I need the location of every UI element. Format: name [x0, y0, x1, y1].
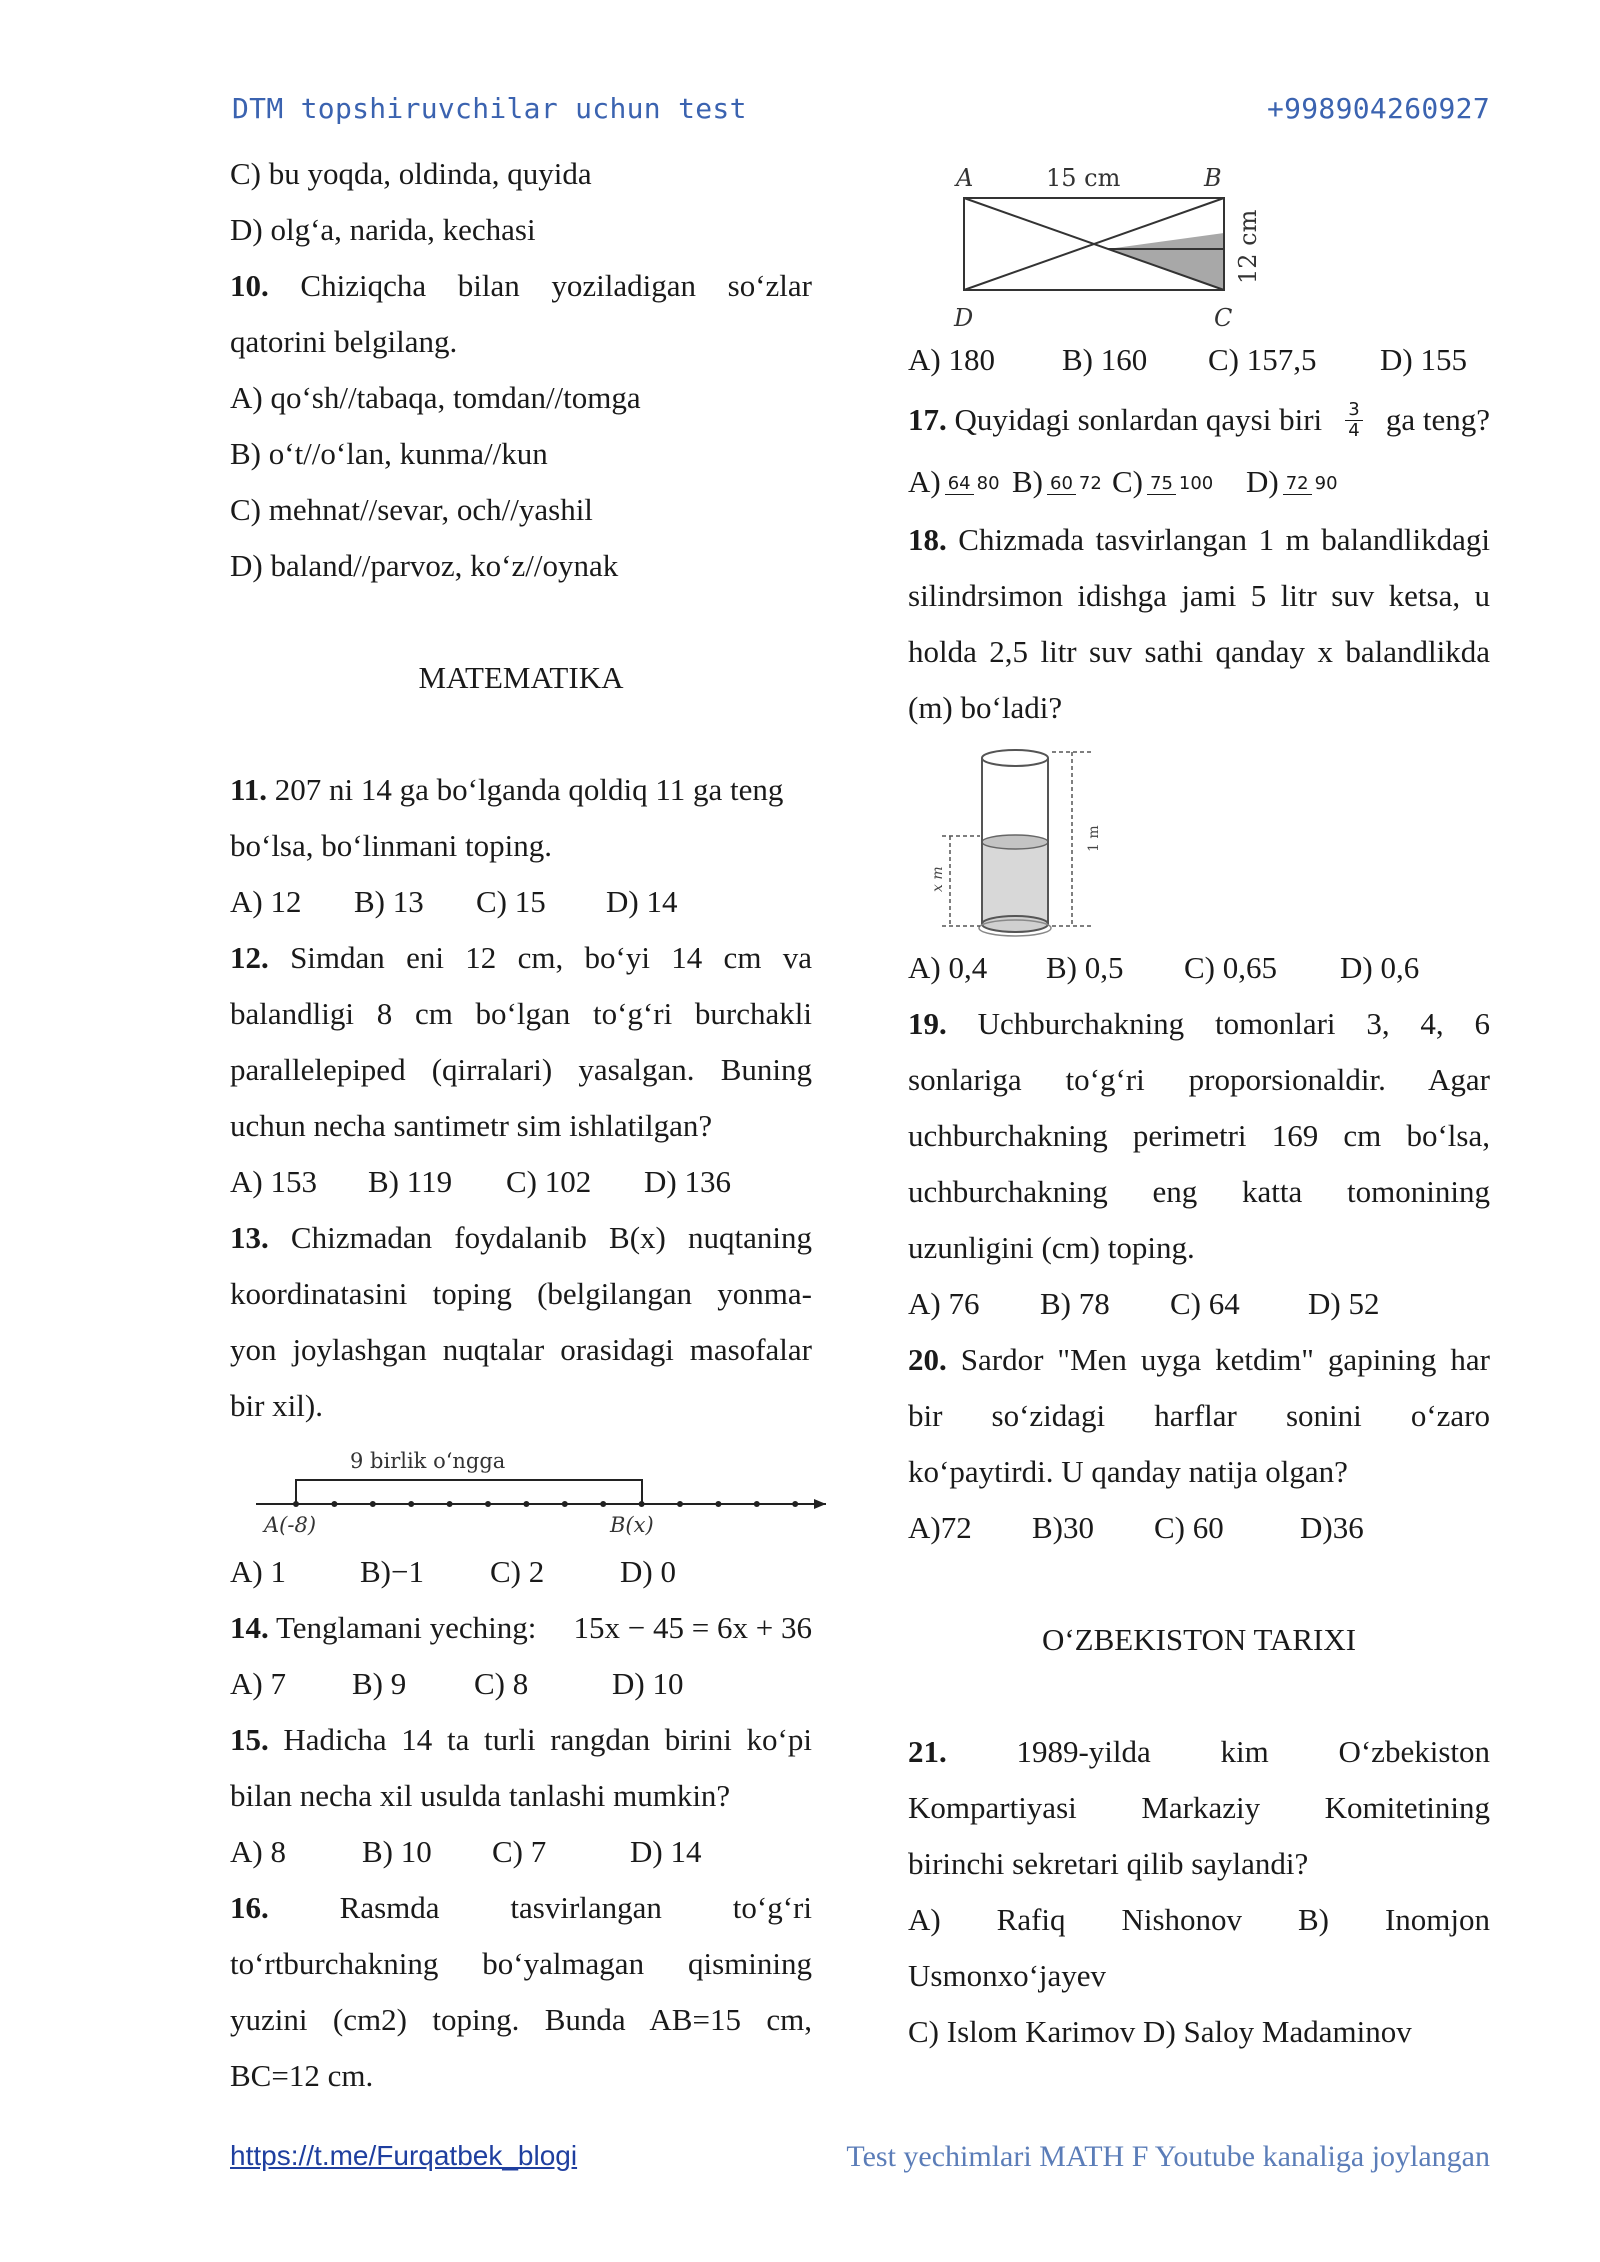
q16-option-c[interactable]: C) 157,5 [1208, 342, 1317, 377]
q15-options [230, 1824, 812, 1880]
q21-number: 21. [908, 1734, 947, 1769]
section-ozbekiston-tarixi: O‘ZBEKISTON TARIXI [1041, 1622, 1357, 1657]
q18-text: Chizmada tasvirlangan 1 m balandlikdagi [958, 522, 1490, 557]
q12-number: 12. [230, 940, 269, 975]
q12-line1 [230, 930, 812, 986]
q17-option-b-fraction [1047, 474, 1105, 495]
q12-line4: uchun necha santimetr sim ishlatilgan? [230, 1108, 713, 1143]
q17-option-a-fraction [945, 474, 1003, 495]
q15-text: Hadicha 14 ta turli rangdan birini ko‘pi [283, 1722, 812, 1757]
header-phone: +998904260927 [1266, 92, 1490, 125]
q16-line1 [230, 1880, 812, 1936]
q18-line2: silindrsimon idishga jami 5 litr suv ketsa, u [908, 578, 1490, 613]
q18-line3: holda 2,5 litr suv sathi qanday x balandlikda [908, 634, 1490, 669]
q16-number: 16. [230, 1890, 269, 1925]
q17-option-b-label: B) [1012, 464, 1043, 499]
number-line-point [792, 1501, 798, 1507]
number-line-point [600, 1501, 606, 1507]
q17-option-c-fraction [1147, 474, 1216, 495]
cylinder-top [982, 750, 1048, 766]
q12-options [230, 1154, 812, 1210]
q19-option-d[interactable]: D) 52 [1308, 1286, 1380, 1321]
q10-option-c: C) mehnat//sevar, och//yashil [230, 492, 593, 527]
q15-number: 15. [230, 1722, 269, 1757]
left-column [230, 146, 812, 2104]
side-bc-label: 12 cm [1234, 209, 1262, 284]
q18-options [908, 940, 1490, 996]
number-line-point [408, 1501, 414, 1507]
q17-b-den: 72 [1078, 473, 1102, 495]
shaded-triangle [1108, 233, 1224, 290]
q20-options [908, 1500, 1490, 1556]
point-a-label: A(-8) [264, 1513, 317, 1537]
q16-line3: yuzini (cm2) toping. Bunda AB=15 cm, [230, 2002, 812, 2037]
q11-option-a[interactable]: A) 12 [230, 884, 302, 919]
q12-line2: balandligi 8 cm bo‘lgan to‘g‘ri burchakli [230, 996, 812, 1031]
q17-c-den: 100 [1178, 473, 1214, 495]
q13-number: 13. [230, 1220, 269, 1255]
q10-number: 10. [230, 268, 269, 303]
vertex-b-label: B [1204, 164, 1222, 192]
q17-fraction-numerator: 3 [1345, 400, 1362, 421]
q17-d-den: 90 [1314, 473, 1338, 495]
q15-line2: bilan necha xil usulda tanlashi mumkin? [230, 1778, 731, 1813]
vertex-a-label: A [956, 164, 974, 192]
q12-line3: parallelepiped (qirralari) yasalgan. Buning [230, 1052, 812, 1087]
right-column [908, 160, 1490, 2060]
q21-text: 1989-yilda kim O‘zbekiston [1016, 1734, 1490, 1769]
q13-option-d[interactable]: D) 0 [620, 1554, 676, 1589]
q17-option-c[interactable] [1112, 454, 1246, 510]
q17-a-num: 64 [945, 474, 974, 495]
q15-line1 [230, 1712, 812, 1768]
axis-arrowhead [814, 1499, 826, 1509]
q10-option-b: B) o‘t//o‘lan, kunma//kun [230, 436, 548, 471]
q17-option-b[interactable] [1012, 454, 1112, 510]
vertex-d-label: D [954, 304, 974, 332]
number-line-point [293, 1501, 299, 1507]
q15-option-a[interactable]: A) 8 [230, 1834, 286, 1869]
number-line-point [715, 1501, 721, 1507]
vertex-c-label: C [1214, 304, 1233, 332]
number-line-point [485, 1501, 491, 1507]
q19-option-b[interactable]: B) 78 [1040, 1286, 1110, 1321]
q17-option-a-label: A) [908, 464, 941, 499]
q20-option-a[interactable]: A)72 [908, 1510, 972, 1545]
q13-line1 [230, 1210, 812, 1266]
q17-option-d[interactable] [1246, 454, 1345, 510]
q17-line [908, 388, 1490, 452]
q14-option-d[interactable]: D) 10 [612, 1666, 684, 1701]
q15-option-d[interactable]: D) 14 [630, 1834, 702, 1869]
q17-d-num: 72 [1283, 474, 1312, 495]
section-matematika: MATEMATIKA [418, 660, 624, 695]
q15-option-c[interactable]: C) 7 [492, 1834, 547, 1869]
water-fill [982, 842, 1048, 922]
q17-fraction [1345, 400, 1362, 441]
q20-option-c[interactable]: C) 60 [1154, 1510, 1224, 1545]
number-line-point [370, 1501, 376, 1507]
q20-line2: bir so‘zidagi harflar sonini o‘zaro [908, 1398, 1490, 1433]
q14-option-c[interactable]: C) 8 [474, 1666, 529, 1701]
number-line-point [754, 1501, 760, 1507]
q12-option-a[interactable]: A) 153 [230, 1164, 317, 1199]
q20-option-d[interactable]: D)36 [1300, 1510, 1364, 1545]
side-ab-label: 15 cm [1046, 164, 1121, 192]
footer-telegram-link[interactable]: https://t.me/Furqatbek_blogi [230, 2140, 578, 2171]
x-height-label: x m [930, 866, 946, 892]
cylinder-bottom [982, 916, 1048, 932]
q19-line2: sonlariga to‘g‘ri proporsionaldir. Agar [908, 1062, 1490, 1097]
q11-option-c[interactable]: C) 15 [476, 884, 546, 919]
number-line-point [562, 1501, 568, 1507]
q19-line5: uzunligini (cm) toping. [908, 1230, 1195, 1265]
q18-option-a[interactable]: A) 0,4 [908, 950, 988, 985]
q13-option-a[interactable]: A) 1 [230, 1554, 286, 1589]
q14-options [230, 1656, 812, 1712]
q12-option-b[interactable]: B) 119 [368, 1164, 453, 1199]
q21-line6: C) Islom Karimov D) Saloy Madaminov [908, 2014, 1412, 2049]
q11-option-b[interactable]: B) 13 [354, 884, 424, 919]
q18-option-d[interactable]: D) 0,6 [1340, 950, 1420, 985]
number-line-point [447, 1501, 453, 1507]
q19-line1 [908, 996, 1490, 1052]
bracket-arrow [296, 1480, 642, 1504]
q14-equation: 15x − 45 = 6x + 36 [573, 1610, 812, 1645]
q14-line [230, 1600, 812, 1656]
q14-text: Tenglamani yeching: [275, 1610, 537, 1645]
q19-options [908, 1276, 1490, 1332]
q16-option-d[interactable]: D) 155 [1380, 342, 1467, 377]
rectangle-figure [934, 160, 1294, 336]
q12-option-d[interactable]: D) 136 [644, 1164, 731, 1199]
q17-c-num: 75 [1147, 474, 1176, 495]
q16-line2: to‘rtburchakning bo‘yalmagan qismining [230, 1946, 812, 1981]
q10-option-a: A) qo‘sh//tabaqa, tomdan//tomga [230, 380, 641, 415]
q13-line3: yon joylashgan nuqtalar orasidagi masofalar [230, 1332, 812, 1367]
q18-number: 18. [908, 522, 947, 557]
number-line-point [639, 1501, 645, 1507]
q17-text: Quyidagi sonlardan qaysi biri [954, 402, 1323, 437]
q19-option-c[interactable]: C) 64 [1170, 1286, 1240, 1321]
q14-option-a[interactable]: A) 7 [230, 1666, 286, 1701]
q10-option-d: D) baland//parvoz, ko‘z//oynak [230, 548, 619, 583]
q16-text: Rasmda tasvirlangan to‘g‘ri [339, 1890, 812, 1925]
q18-option-c[interactable]: C) 0,65 [1184, 950, 1277, 985]
q15-option-b[interactable]: B) 10 [362, 1834, 432, 1869]
q13-option-c[interactable]: C) 2 [490, 1554, 545, 1589]
cylinder-figure [922, 742, 1142, 938]
q18-line4: (m) bo‘ladi? [908, 690, 1063, 725]
header-title: DTM topshiruvchilar uchun test [232, 92, 747, 125]
q16-option-b[interactable]: B) 160 [1062, 342, 1148, 377]
q18-option-b[interactable]: B) 0,5 [1046, 950, 1124, 985]
q20-number: 20. [908, 1342, 947, 1377]
q17-fraction-denominator: 4 [1348, 419, 1360, 441]
q16-option-a[interactable]: A) 180 [908, 342, 995, 377]
q17-option-a[interactable] [908, 454, 1012, 510]
q20-text: Sardor "Men uyga ketdim" gapining har [960, 1342, 1491, 1377]
q19-text: Uchburchakning tomonlari 3, 4, 6 [977, 1006, 1491, 1041]
q17-option-c-label: C) [1112, 464, 1143, 499]
q12-option-c[interactable]: C) 102 [506, 1164, 592, 1199]
number-line-point [523, 1501, 529, 1507]
q17-a-den: 80 [976, 473, 1000, 495]
q21-line5: Usmonxo‘jayev [908, 1958, 1107, 1993]
q18-line1 [908, 512, 1490, 568]
q20-line1 [908, 1332, 1490, 1388]
q14-number: 14. [230, 1610, 269, 1645]
q14-option-b[interactable]: B) 9 [352, 1666, 407, 1701]
number-line-label: 9 birlik o‘ngga [350, 1449, 506, 1473]
q17-b-num: 60 [1047, 474, 1076, 495]
q19-line4: uchburchakning eng katta tomonining [908, 1174, 1490, 1209]
q19-line3: uchburchakning perimetri 169 cm bo‘lsa, [908, 1118, 1490, 1153]
q16-line4: BC=12 cm. [230, 2058, 374, 2093]
q21-line4: A) Rafiq Nishonov B) Inomjon [908, 1902, 1490, 1937]
point-b-label: B(x) [610, 1513, 654, 1537]
q21-line3: birinchi sekretari qilib saylandi? [908, 1846, 1309, 1881]
q13-line2: koordinatasini toping (belgilangan yonma- [230, 1276, 812, 1311]
number-line-point [331, 1501, 337, 1507]
q17-option-d-label: D) [1246, 464, 1279, 499]
q12-text: Simdan eni 12 cm, bo‘yi 14 cm va [290, 940, 812, 975]
q21-line2: Kompartiyasi Markaziy Komitetining [908, 1790, 1490, 1825]
number-line-point [677, 1501, 683, 1507]
q20-line3: ko‘paytirdi. U qanday natija olgan? [908, 1454, 1348, 1489]
q20-option-b[interactable]: B)30 [1032, 1510, 1094, 1545]
q17-text-end: ga teng? [1385, 402, 1490, 437]
q13-line4: bir xil). [230, 1388, 323, 1423]
number-line-figure [230, 1434, 830, 1546]
q11-option-d[interactable]: D) 14 [606, 884, 678, 919]
q17-option-d-fraction [1283, 474, 1341, 495]
q10-line2: qatorini belgilang. [230, 324, 458, 359]
q17-number: 17. [908, 402, 947, 437]
q10-line1 [230, 258, 812, 314]
q11-line1 [230, 762, 812, 818]
q17-options [908, 452, 1490, 512]
q13-option-b[interactable]: B)−1 [360, 1554, 424, 1589]
q9-option-d: D) olg‘a, narida, kechasi [230, 212, 536, 247]
full-height-label: 1 m [1086, 825, 1102, 852]
q9-option-c: C) bu yoqda, oldinda, quyida [230, 156, 592, 191]
q11-number: 11. [230, 772, 268, 807]
q11-line2: bo‘lsa, bo‘linmani toping. [230, 828, 553, 863]
q11-text: 207 ni 14 ga bo‘lganda qoldiq 11 ga teng [274, 772, 784, 807]
q21-line1 [908, 1724, 1490, 1780]
q11-options [230, 874, 812, 930]
footer-note: Test yechimlari MATH F Youtube kanaliga joylangan [846, 2140, 1490, 2173]
q10-text: Chiziqcha bilan yoziladigan so‘zlar [300, 268, 812, 303]
water-surface [982, 835, 1048, 849]
q13-text: Chizmadan foydalanib B(x) nuqtaning [290, 1220, 812, 1255]
q19-option-a[interactable]: A) 76 [908, 1286, 980, 1321]
q13-options [230, 1544, 812, 1600]
q19-number: 19. [908, 1006, 947, 1041]
q16-options [908, 332, 1490, 388]
